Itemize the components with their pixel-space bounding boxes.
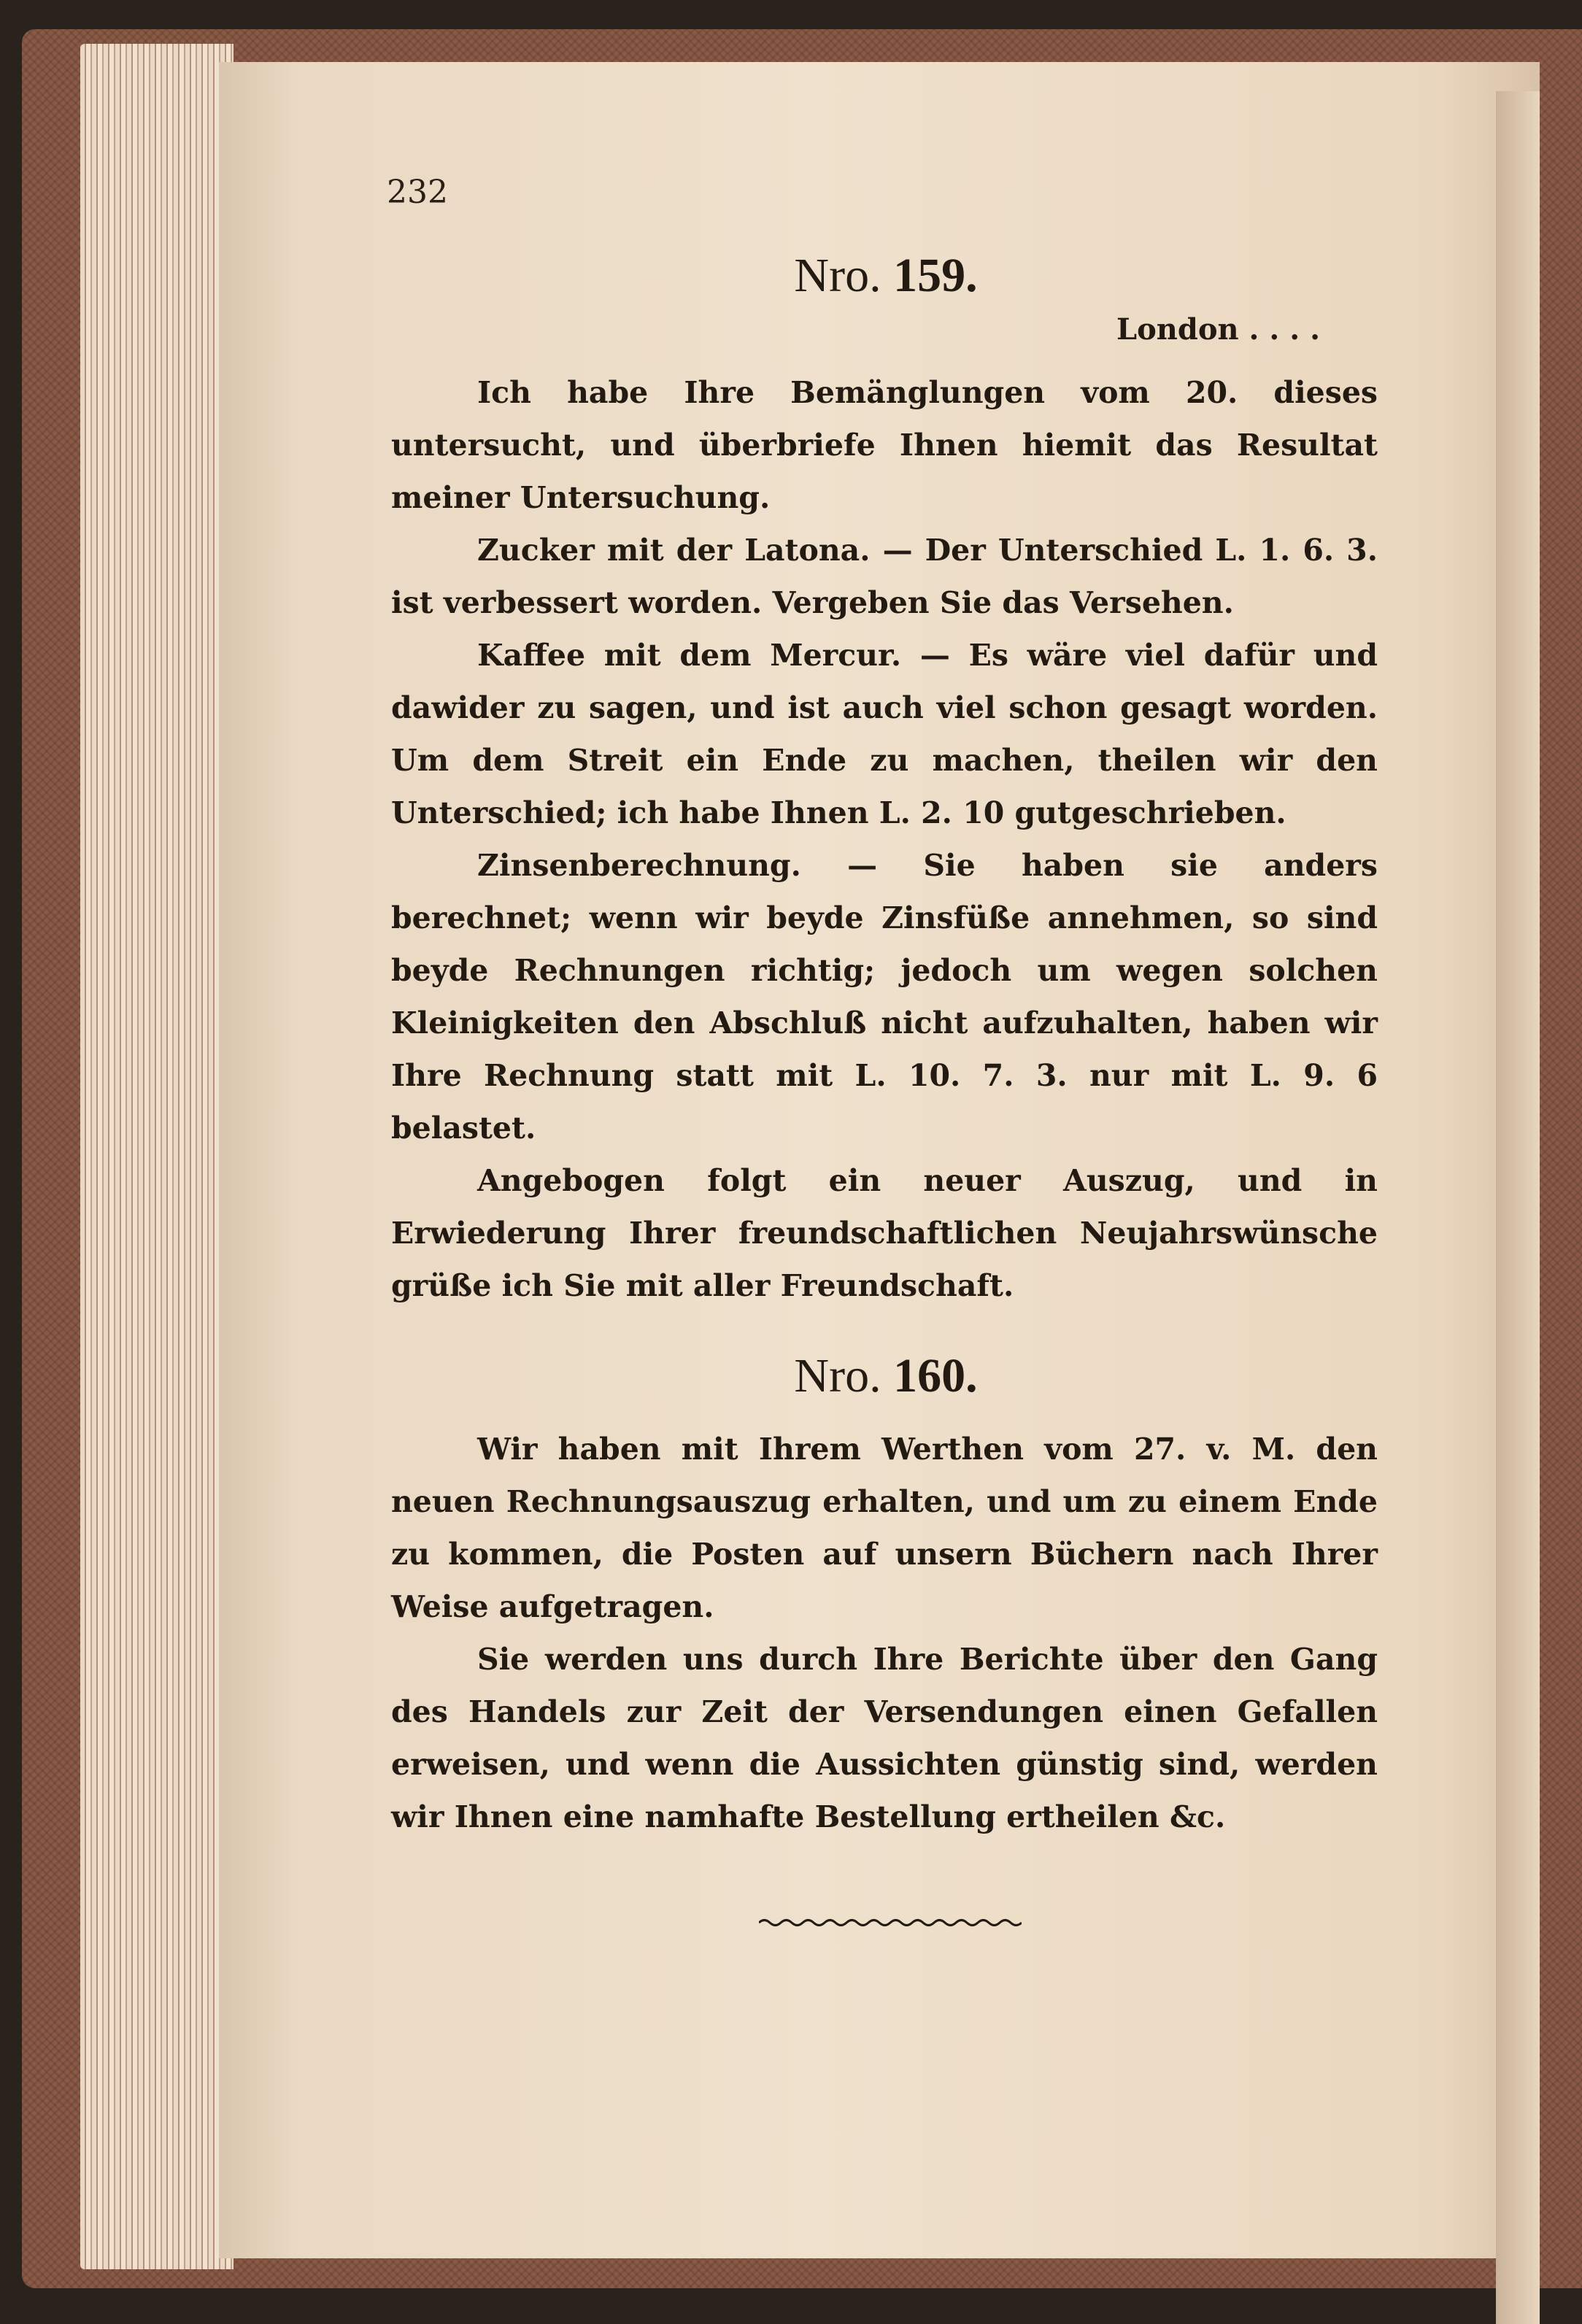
paragraph: Zinsenberechnung. — Sie haben sie anders berechnet; wenn wir beyde Zinsfüße annehmen, so sind beyde Rechnungen richtig; jedoch um wegen solchen Kleinigkeiten den Abschluß nicht aufzuhalten, haben wir Ihre Rechnung statt mit L. 10. 7. 3. nur mit L. 9. 6 belastet. xyxy=(391,848,1378,1146)
page-edges xyxy=(80,44,234,2269)
paragraph: Sie werden uns durch Ihre Berichte über den Gang des Handels zur Zeit der Versendungen einen Gefallen erweisen, und wenn die Aussichten günstig sind, werden wir Ihnen eine namhafte Bestellung ertheilen &c. xyxy=(391,1642,1378,1834)
letter-place: London . . . . xyxy=(1116,312,1321,347)
letter-159-body xyxy=(391,366,1378,1312)
letter-160-heading xyxy=(95,1348,1582,1404)
heading-number: 160. xyxy=(893,1349,978,1402)
letter-160-body xyxy=(391,1423,1378,1843)
end-ornament xyxy=(759,1918,1022,1928)
paragraph: Ich habe Ihre Bemänglungen vom 20. dieses untersucht, und überbriefe Ihnen hiemit das Resultat meiner Untersuchung. xyxy=(391,375,1378,515)
facing-page-edge xyxy=(1496,91,1540,2324)
heading-number: 159. xyxy=(893,249,978,302)
heading-prefix: Nro. xyxy=(794,1349,881,1402)
letter-159-heading xyxy=(95,248,1582,304)
paragraph: Zucker mit der Latona. — Der Unterschied L. 1. 6. 3. ist verbessert worden. Vergeben Sie das Versehen. xyxy=(391,533,1378,620)
paragraph: Wir haben mit Ihrem Werthen vom 27. v. M. den neuen Rechnungsauszug erhalten, und um zu einem Ende zu kommen, die Posten auf unsern Büchern nach Ihrer Weise aufgetragen. xyxy=(391,1432,1378,1624)
paragraph: Kaffee mit dem Mercur. — Es wäre viel dafür und dawider zu sagen, und ist auch viel schon gesagt worden. Um dem Streit ein Ende zu machen, theilen wir den Unterschied; ich habe Ihnen L. 2. 10 gutgeschrieben. xyxy=(391,638,1378,830)
page-number: 232 xyxy=(387,174,448,211)
paragraph: Angebogen folgt ein neuer Auszug, und in Erwiederung Ihrer freundschaftlichen Neujahrswünsche grüße ich Sie mit aller Freundschaft. xyxy=(391,1163,1378,1303)
heading-prefix: Nro. xyxy=(794,249,881,302)
